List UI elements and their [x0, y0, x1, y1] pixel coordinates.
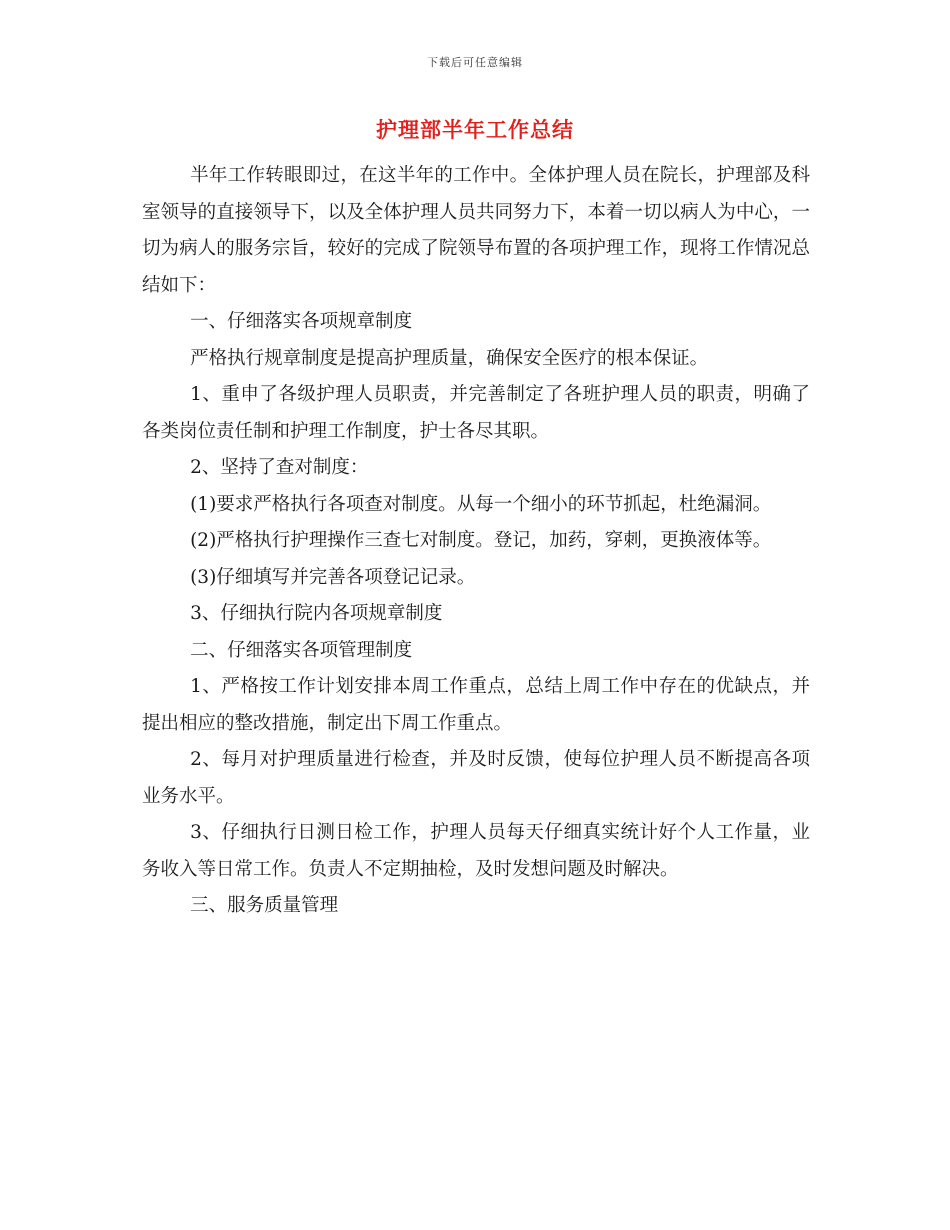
document-title: 护理部半年工作总结	[376, 118, 574, 142]
sub-list-item: (2)严格执行护理操作三查七对制度。登记，加药，穿刺，更换液体等。	[190, 530, 772, 551]
list-item: 3、仔细执行日测日检工作，护理人员每天仔细真实统计好个人工作量，业务收入等日常工作。负责人不定期抽检，及时发想问题及时解决。	[142, 822, 810, 880]
section-heading: 二、仔细落实各项管理制度	[190, 639, 413, 661]
sub-list-item: (1)要求严格执行各项查对制度。从每一个细小的环节抓起，杜绝漏洞。	[190, 493, 772, 515]
paragraph-intro: 半年工作转眼即过，在这半年的工作中。全体护理人员在院长，护理部及科室领导的直接领导下，以及全体护理人员共同努力下，本着一切以病人为中心，一切为病人的服务宗旨，较好的完成了院领导布置的各项护理工作，现将工作情况总结如下：	[142, 165, 810, 296]
header-note: 下载后可任意编辑	[427, 56, 523, 69]
list-item: 1、重申了各级护理人员职责，并完善制定了各班护理人员的职责，明确了各类岗位责任制和护理工作制度，护士各尽其职。	[142, 384, 810, 442]
list-item: 3、仔细执行院内各项规章制度	[190, 603, 443, 624]
section-heading: 一、仔细落实各项规章制度	[190, 311, 413, 332]
paragraph: 严格执行规章制度是提高护理质量，确保安全医疗的根本保证。	[190, 347, 709, 369]
section-heading: 三、服务质量管理	[190, 895, 339, 916]
document-body	[142, 158, 810, 925]
list-item: 2、每月对护理质量进行检查，并及时反馈，使每位护理人员不断提高各项业务水平。	[142, 749, 810, 807]
list-item: 2、坚持了查对制度：	[190, 457, 369, 478]
list-item: 1、严格按工作计划安排本周工作重点，总结上周工作中存在的优缺点，并提出相应的整改措施，制定出下周工作重点。	[142, 676, 810, 734]
sub-list-item: (3)仔细填写并完善各项登记记录。	[190, 566, 476, 588]
